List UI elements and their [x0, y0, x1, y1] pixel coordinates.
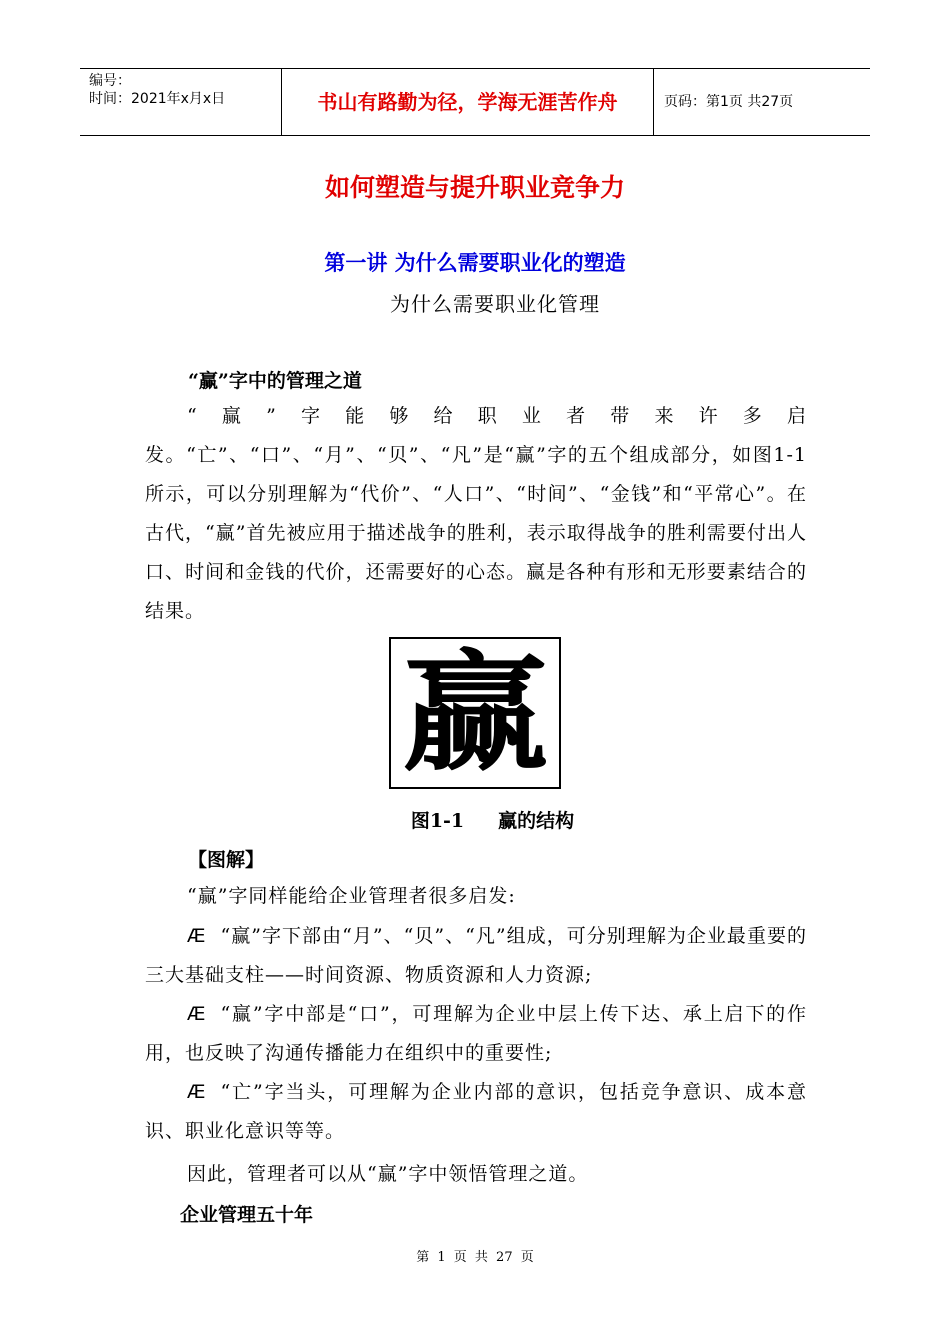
- section-heading-ying: “赢”字中的管理之道: [188, 370, 362, 392]
- header-page-info: 页码：第1页 共27页: [664, 94, 794, 110]
- explanation-intro: “赢”字同样能给企业管理者很多启发:: [187, 885, 516, 907]
- bullet-text: “赢”字下部由“月”、“贝”、“凡”组成，可分别理解为企业最重要的三大基础支柱——时间资源、物质资源和人力资源;: [145, 925, 807, 986]
- bullet-mark: Æ: [187, 1003, 207, 1025]
- bullet-item: [145, 917, 807, 995]
- bullet-text: “赢”字中部是“口”，可理解为企业中层上传下达、承上启下的作用，也反映了沟通传播能力在组织中的重要性;: [145, 1003, 807, 1064]
- page-header: [80, 68, 870, 136]
- figure-ying-character: [389, 637, 561, 789]
- diagram-explanation-heading: 【图解】: [188, 849, 265, 871]
- figure-caption: [0, 806, 950, 833]
- header-motto: 书山有路勤为径，学海无涯苦作舟: [282, 69, 654, 135]
- bullet-mark: Æ: [187, 1081, 207, 1103]
- section-subtitle: 为什么需要职业化管理: [390, 292, 600, 316]
- caption-text: 赢的结构: [498, 810, 575, 832]
- bullet-text: “亡”字当头，可理解为企业内部的意识，包括竞争意识、成本意识、职业化意识等等。: [145, 1081, 807, 1142]
- ying-paragraph: “赢”字能够给职业者带来许多启发。“亡”、“口”、“月”、“贝”、“凡”是“赢”字的五个组成部分，如图1-1所示，可以分别理解为“代价”、“人口”、“时间”、“金钱”和“平常心”。在古代，“赢”首先被应用于描述战争的胜利，表示取得战争的胜利需要付出人口、时间和金钱的代价，还需要好的心态。赢是各种有形和无形要素结合的结果。: [145, 405, 807, 622]
- document-title: 如何塑造与提升职业竞争力: [324, 173, 625, 202]
- caption-number: 图1-1: [410, 810, 465, 832]
- section-heading-fifty-years: 企业管理五十年: [180, 1204, 314, 1226]
- header-meta: [80, 69, 282, 135]
- page-footer: 第 1 页 共 27 页: [416, 1250, 534, 1265]
- bullet-item: [145, 995, 807, 1073]
- ying-glyph: 赢: [402, 636, 548, 789]
- conclusion-paragraph: 因此，管理者可以从“赢”字中领悟管理之道。: [187, 1163, 589, 1185]
- bullet-mark: Æ: [187, 925, 207, 947]
- lecture-heading: 第一讲 为什么需要职业化的塑造: [324, 251, 626, 275]
- bullet-item: [145, 1073, 807, 1151]
- number-label: 编号：: [89, 73, 131, 89]
- time-label: 时间：2021年x月x日: [89, 91, 226, 107]
